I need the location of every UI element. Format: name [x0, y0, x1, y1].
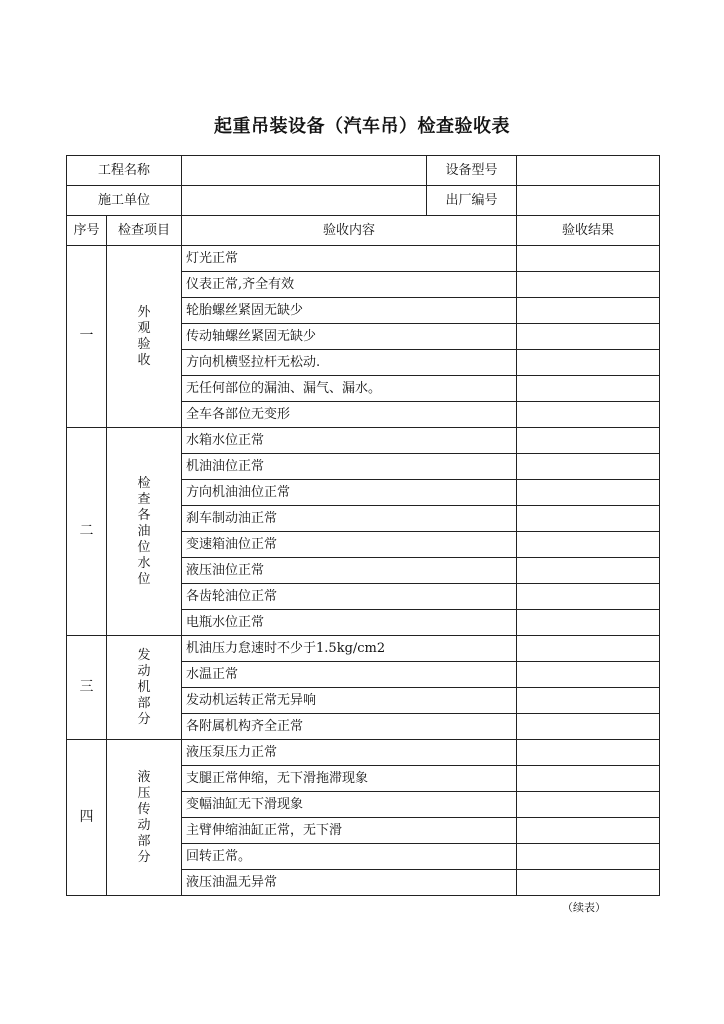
section-item-label: 检查各油位水位 [137, 475, 151, 587]
inspection-content: 各齿轮油位正常 [182, 584, 517, 610]
header-row-unit [67, 186, 660, 216]
unit-label: 施工单位 [67, 186, 182, 216]
table-row [67, 428, 660, 454]
inspection-result-cell[interactable] [517, 636, 660, 662]
inspection-content: 各附属机构齐全正常 [182, 714, 517, 740]
inspection-content: 发动机运转正常无异响 [182, 688, 517, 714]
section-item [107, 246, 182, 428]
inspection-content: 液压油温无异常 [182, 870, 517, 896]
section-item-label: 发动机部分 [137, 647, 151, 727]
inspection-content: 仪表正常,齐全有效 [182, 272, 517, 298]
section-number: 四 [67, 740, 107, 896]
section-item [107, 636, 182, 740]
table-row [67, 246, 660, 272]
inspection-result-cell[interactable] [517, 532, 660, 558]
section-number: 一 [67, 246, 107, 428]
inspection-content: 水温正常 [182, 662, 517, 688]
project-name-label: 工程名称 [67, 156, 182, 186]
inspection-result-cell[interactable] [517, 870, 660, 896]
inspection-result-cell[interactable] [517, 558, 660, 584]
project-name-value[interactable] [182, 156, 427, 186]
inspection-content: 机油油位正常 [182, 454, 517, 480]
inspection-result-cell[interactable] [517, 714, 660, 740]
inspection-table [66, 155, 660, 896]
inspection-content: 全车各部位无变形 [182, 402, 517, 428]
serial-label: 出厂编号 [427, 186, 517, 216]
col-seq-header: 序号 [67, 216, 107, 246]
inspection-result-cell[interactable] [517, 480, 660, 506]
inspection-result-cell[interactable] [517, 454, 660, 480]
inspection-result-cell[interactable] [517, 844, 660, 870]
section-item [107, 428, 182, 636]
col-result-header: 验收结果 [517, 216, 660, 246]
section-number: 三 [67, 636, 107, 740]
section-item [107, 740, 182, 896]
inspection-content: 液压油位正常 [182, 558, 517, 584]
inspection-content: 电瓶水位正常 [182, 610, 517, 636]
inspection-content: 方向机油油位正常 [182, 480, 517, 506]
section-item-label: 外观验收 [137, 304, 151, 368]
header-row-project [67, 156, 660, 186]
inspection-result-cell[interactable] [517, 740, 660, 766]
table-row [67, 636, 660, 662]
inspection-result-cell[interactable] [517, 324, 660, 350]
inspection-content: 无任何部位的漏油、漏气、漏水。 [182, 376, 517, 402]
column-header-row [67, 216, 660, 246]
continued-note: （续表） [562, 901, 606, 914]
inspection-content: 液压泵压力正常 [182, 740, 517, 766]
section-item-label: 液压传动部分 [137, 769, 151, 865]
inspection-content: 机油压力怠速时不少于1.5kg/cm2 [182, 636, 517, 662]
inspection-result-cell[interactable] [517, 688, 660, 714]
inspection-content: 回转正常。 [182, 844, 517, 870]
inspection-result-cell[interactable] [517, 506, 660, 532]
col-item-header: 检查项目 [107, 216, 182, 246]
section-number: 二 [67, 428, 107, 636]
page-title: 起重吊装设备（汽车吊）检查验收表 [214, 116, 510, 137]
inspection-result-cell[interactable] [517, 350, 660, 376]
serial-value[interactable] [517, 186, 660, 216]
model-value[interactable] [517, 156, 660, 186]
inspection-content: 方向机横竖拉杆无松动. [182, 350, 517, 376]
inspection-result-cell[interactable] [517, 662, 660, 688]
inspection-result-cell[interactable] [517, 376, 660, 402]
inspection-result-cell[interactable] [517, 766, 660, 792]
table-row [67, 740, 660, 766]
inspection-result-cell[interactable] [517, 246, 660, 272]
inspection-content: 变幅油缸无下滑现象 [182, 792, 517, 818]
inspection-result-cell[interactable] [517, 298, 660, 324]
inspection-result-cell[interactable] [517, 402, 660, 428]
inspection-result-cell[interactable] [517, 610, 660, 636]
inspection-result-cell[interactable] [517, 818, 660, 844]
unit-value[interactable] [182, 186, 427, 216]
inspection-content: 水箱水位正常 [182, 428, 517, 454]
inspection-content: 变速箱油位正常 [182, 532, 517, 558]
inspection-content: 传动轴螺丝紧固无缺少 [182, 324, 517, 350]
col-content-header: 验收内容 [182, 216, 517, 246]
model-label: 设备型号 [427, 156, 517, 186]
inspection-content: 刹车制动油正常 [182, 506, 517, 532]
inspection-result-cell[interactable] [517, 792, 660, 818]
inspection-result-cell[interactable] [517, 584, 660, 610]
inspection-result-cell[interactable] [517, 272, 660, 298]
inspection-content: 灯光正常 [182, 246, 517, 272]
inspection-content: 支腿正常伸缩，无下滑拖滞现象 [182, 766, 517, 792]
inspection-result-cell[interactable] [517, 428, 660, 454]
inspection-content: 主臂伸缩油缸正常，无下滑 [182, 818, 517, 844]
inspection-content: 轮胎螺丝紧固无缺少 [182, 298, 517, 324]
